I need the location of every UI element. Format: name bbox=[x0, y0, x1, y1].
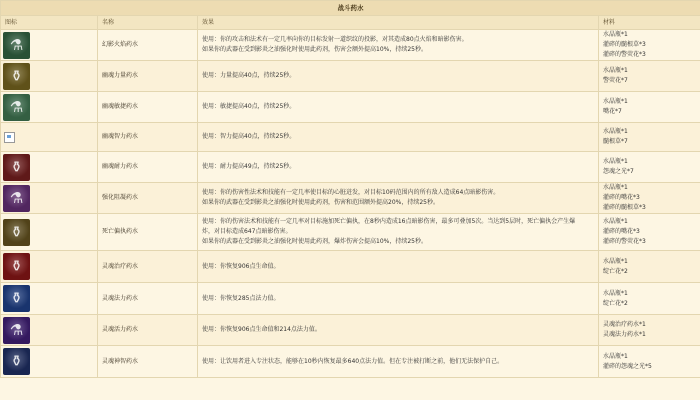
potion-name: 幽魂力量药水 bbox=[98, 61, 198, 92]
icon-cell bbox=[1, 152, 98, 183]
material-line: 灌碎的髓根草*3 bbox=[603, 204, 646, 211]
material-line: 灵魂治疗药水*1 bbox=[603, 321, 646, 328]
icon-cell bbox=[1, 92, 98, 123]
icon-cell bbox=[1, 346, 98, 378]
table-row bbox=[1, 92, 700, 123]
potion-name: 灵魂神智药水 bbox=[98, 346, 198, 378]
effect-line: 使用：你的伤害法术和技能有一定几率对目标施加死亡偏执，在8秒内造成16点暗影伤害，最多可叠加5次。当达到5层时，死亡偏执会产生爆 bbox=[202, 218, 576, 225]
effect-line: 使用：智力提高40点，持续25秒。 bbox=[202, 133, 296, 140]
potion-materials bbox=[599, 92, 700, 123]
material-line: 灌碎的怨魂之光*5 bbox=[603, 362, 652, 370]
flask-blue-icon bbox=[3, 285, 30, 312]
column-header-icon: 图标 bbox=[1, 16, 98, 30]
broken-image-icon bbox=[4, 132, 15, 143]
material-line: 水晶瓶*1 bbox=[603, 128, 628, 135]
effect-line: 使用：你恢复906点生命值。 bbox=[202, 262, 280, 270]
flask-glyph: ⚱ bbox=[10, 157, 23, 176]
column-header-effect: 效果 bbox=[198, 16, 599, 30]
table-row bbox=[1, 315, 700, 346]
icon-cell bbox=[1, 283, 98, 315]
icon-cell bbox=[1, 30, 98, 61]
potion-name: 幽魂耐力药水 bbox=[98, 152, 198, 183]
effect-line: 使用：你的攻击和法术有一定几率向你的目标发射一道织纹的投影，对其造成80点火焰和暗影伤害。 bbox=[202, 36, 468, 43]
flask-glyph: ⚗ bbox=[9, 320, 24, 339]
potion-name: 幽魂敏捷药水 bbox=[98, 92, 198, 123]
flask-purple-icon bbox=[3, 185, 30, 212]
material-line: 灌碎的嘴花*3 bbox=[603, 228, 640, 235]
icon-cell bbox=[1, 251, 98, 283]
potion-name: 灵魂活力药水 bbox=[98, 315, 198, 346]
table-row bbox=[1, 346, 700, 378]
potion-name: 灵魂法力药水 bbox=[98, 283, 198, 315]
flask-red-icon bbox=[3, 154, 30, 181]
flask-glyph: ⚗ bbox=[9, 97, 24, 116]
effect-line: 如果你的武器在受到影炎之油强化时使用此药剂，爆炸伤害会提高10%，持续25秒。 bbox=[202, 238, 427, 245]
potion-name: 死亡偏执药水 bbox=[98, 214, 198, 251]
flask-green-icon bbox=[3, 32, 30, 59]
material-line: 水晶瓶*1 bbox=[603, 31, 628, 38]
effect-line: 使用：你恢复285点法力值。 bbox=[202, 294, 280, 302]
potion-materials bbox=[599, 183, 700, 214]
potion-name: 幽魂智力药水 bbox=[98, 123, 198, 152]
table-row bbox=[1, 30, 700, 61]
potion-effect bbox=[198, 92, 599, 123]
material-line: 灌碎的警荧花*3 bbox=[603, 51, 646, 58]
table-row bbox=[1, 251, 700, 283]
material-line: 水晶瓶*1 bbox=[603, 352, 628, 360]
flask-glyph: ⚱ bbox=[10, 257, 23, 275]
effect-line: 使用：你恢复906点生命值和214点法力值。 bbox=[202, 326, 321, 333]
table-row bbox=[1, 283, 700, 315]
flask-navy-icon bbox=[3, 348, 30, 375]
material-line: 怨魂之光*7 bbox=[603, 168, 634, 175]
potion-materials bbox=[599, 152, 700, 183]
potion-effect bbox=[198, 346, 599, 378]
potion-materials bbox=[599, 251, 700, 283]
material-line: 灌碎的警荧花*3 bbox=[603, 238, 646, 245]
potion-effect bbox=[198, 61, 599, 92]
potion-materials bbox=[599, 123, 700, 152]
potion-materials bbox=[599, 30, 700, 61]
material-line: 绽亡花*2 bbox=[603, 299, 628, 307]
flask-violet-icon bbox=[3, 317, 30, 344]
potion-effect bbox=[198, 123, 599, 152]
flask-glyph: ⚗ bbox=[9, 188, 24, 207]
effect-line: 使用：敏捷提高40点，持续25秒。 bbox=[202, 103, 296, 110]
flask-glyph: ⚱ bbox=[10, 66, 23, 85]
icon-cell bbox=[1, 315, 98, 346]
effect-line: 如果你的武器在受到影炎之油强化时使用此药剂，伤害会额外提高10%，持续25秒。 bbox=[202, 46, 427, 53]
potion-effect bbox=[198, 152, 599, 183]
potion-name: 强化阻凝药水 bbox=[98, 183, 198, 214]
material-line: 水晶瓶*1 bbox=[603, 257, 628, 265]
potion-materials bbox=[599, 214, 700, 251]
icon-cell bbox=[1, 61, 98, 92]
column-header-materials: 材料 bbox=[599, 16, 700, 30]
icon-cell bbox=[1, 123, 98, 152]
material-line: 绽亡花*2 bbox=[603, 267, 628, 275]
potion-materials bbox=[599, 346, 700, 378]
material-line: 水晶瓶*1 bbox=[603, 184, 628, 191]
icon-cell bbox=[1, 183, 98, 214]
flask-glyph: ⚱ bbox=[10, 222, 23, 241]
table-title: 战斗药水 bbox=[1, 1, 700, 16]
flask-green-icon bbox=[3, 94, 30, 121]
material-line: 水晶瓶*1 bbox=[603, 67, 628, 74]
material-line: 水晶瓶*1 bbox=[603, 289, 628, 297]
flask-glyph: ⚱ bbox=[10, 352, 23, 370]
flask-glyph: ⚱ bbox=[10, 289, 23, 307]
table-row bbox=[1, 152, 700, 183]
potion-effect bbox=[198, 183, 599, 214]
effect-line: 使用：耐力提高49点，持续25秒。 bbox=[202, 163, 296, 170]
potion-effect bbox=[198, 315, 599, 346]
effect-line: 使用：力量提高40点，持续25秒。 bbox=[202, 72, 296, 79]
icon-cell bbox=[1, 214, 98, 251]
column-header-name: 名称 bbox=[98, 16, 198, 30]
material-line: 灌碎的嘴花*3 bbox=[603, 194, 640, 201]
table-row bbox=[1, 214, 700, 251]
potion-name: 幻影火焰药水 bbox=[98, 30, 198, 61]
effect-line: 如果你的武器在受到影炎之油强化时使用此药剂，伤害和范围额外提高20%，持续25秒。 bbox=[202, 199, 439, 206]
material-line: 灵魂法力药水*1 bbox=[603, 331, 646, 338]
material-line: 警荧花*7 bbox=[603, 77, 628, 84]
effect-line: 炸，对目标造成647点暗影伤害。 bbox=[202, 228, 292, 235]
flask-crimson-icon bbox=[3, 253, 30, 280]
table-row bbox=[1, 61, 700, 92]
table-body bbox=[1, 30, 700, 378]
effect-line: 使用：让饮用者进入专注状态，能够在10秒内恢复最多640点法力值。但在专注被打断之前，他们无法保护自己。 bbox=[202, 357, 504, 365]
table-row bbox=[1, 123, 700, 152]
material-line: 水晶瓶*1 bbox=[603, 218, 628, 225]
potion-effect bbox=[198, 30, 599, 61]
material-line: 嘴花*7 bbox=[603, 108, 622, 115]
potion-name: 灵魂治疗药水 bbox=[98, 251, 198, 283]
flask-yellow-icon bbox=[3, 63, 30, 90]
table-row bbox=[1, 183, 700, 214]
material-line: 水晶瓶*1 bbox=[603, 98, 628, 105]
material-line: 水晶瓶*1 bbox=[603, 158, 628, 165]
flask-amber-icon bbox=[3, 219, 30, 246]
flask-glyph: ⚗ bbox=[9, 35, 24, 54]
effect-line: 使用：你的伤害性法术和技能有一定几率使目标的心脏迸发，对目标10码范围内的所有敌人造成64点暗影伤害。 bbox=[202, 189, 500, 196]
potion-effect bbox=[198, 283, 599, 315]
potion-materials bbox=[599, 315, 700, 346]
potion-effect bbox=[198, 214, 599, 251]
material-line: 灌碎的髓根草*3 bbox=[603, 41, 646, 48]
material-line: 髓根草*7 bbox=[603, 138, 628, 145]
potion-materials bbox=[599, 61, 700, 92]
potion-effect bbox=[198, 251, 599, 283]
potion-materials bbox=[599, 283, 700, 315]
